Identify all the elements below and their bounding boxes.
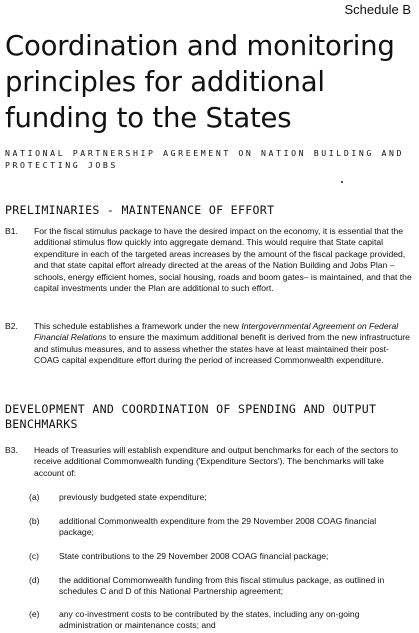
list-item-text: additional Commonwealth expenditure from the 29 November 2008 COAG financial package; — [59, 516, 377, 538]
page-title: Coordination and monitoring principles for additional funding to the States — [5, 30, 395, 134]
paragraph-b3 — [5, 445, 413, 479]
paragraph-number: B3. — [5, 445, 18, 455]
list-item — [29, 492, 413, 503]
paragraph-text: Heads of Treasuries will establish expenditure and output benchmarks for each of the sectors to receive additional Commonwealth funding ('Expenditure Sectors'). The benchmarks will take account of: — [34, 445, 399, 478]
schedule-label: Schedule B — [344, 2, 411, 17]
agreement-subtitle: NATIONAL PARTNERSHIP AGREEMENT ON NATION BUILDING AND PROTECTING JOBS — [5, 148, 405, 170]
paragraph-b2 — [5, 321, 413, 367]
paragraph-number: B1. — [5, 226, 18, 236]
list-item-text: previously budgeted state expenditure; — [59, 492, 207, 502]
list-item-label: (d) — [29, 575, 40, 585]
list-item-label: (e) — [29, 609, 40, 619]
paragraph-text: For the fiscal stimulus package to have the desired impact on the economy, it is essential that the additional stimulus flow quickly into aggregate demand. This would require that State capital expenditure in each of the targeted areas increases by the amount of the fiscal package provided, and that state capital effort already directed at the areas of the Nation Building and Jobs Plan – schools, energy efficient homes, social housing, roads and boom gates– is maintained, and that the capital investments under the Plan are additional to such effort. — [34, 226, 412, 294]
list-item-label: (c) — [29, 551, 40, 561]
paragraph-text — [34, 321, 413, 367]
list-item-label: (a) — [29, 492, 40, 502]
list-item-label: (b) — [29, 516, 40, 526]
paragraph-text-lead: This schedule establishes a framework under the new — [34, 321, 242, 331]
paragraph-text-rest: to ensure the maximum additional benefit is derived from the new infrastructure and stimulus measures, and to assess whether the states have at least maintained their post-COAG capital expenditure effort during the period of increased Commonwealth expenditure. — [34, 332, 410, 366]
list-item — [29, 516, 413, 539]
agreement-title-italic: Intergovernmental Agreement on Federal Financial Relations — [34, 321, 399, 343]
list-item — [29, 575, 413, 598]
section-heading-preliminaries: PRELIMINARIES - MAINTENANCE OF EFFORT — [5, 203, 275, 217]
list-item — [29, 551, 413, 562]
list-item-text: the additional Commonwealth funding from this fiscal stimulus package, as outlined in schedules C and D of this National Partnership agreement; — [59, 575, 385, 597]
paragraph-number: B2. — [5, 321, 18, 331]
list-item-text: State contributions to the 29 November 2008 COAG financial package; — [59, 551, 329, 561]
section-heading-benchmarks: DEVELOPMENT AND COORDINATION OF SPENDING AND OUTPUT BENCHMARKS — [5, 402, 377, 431]
list-item-text: any co-investment costs to be contributed by the states, including any on-going administration or maintenance costs; and — [59, 609, 360, 631]
paragraph-b1 — [5, 226, 413, 294]
list-item — [29, 609, 413, 632]
stray-mark — [341, 181, 343, 183]
